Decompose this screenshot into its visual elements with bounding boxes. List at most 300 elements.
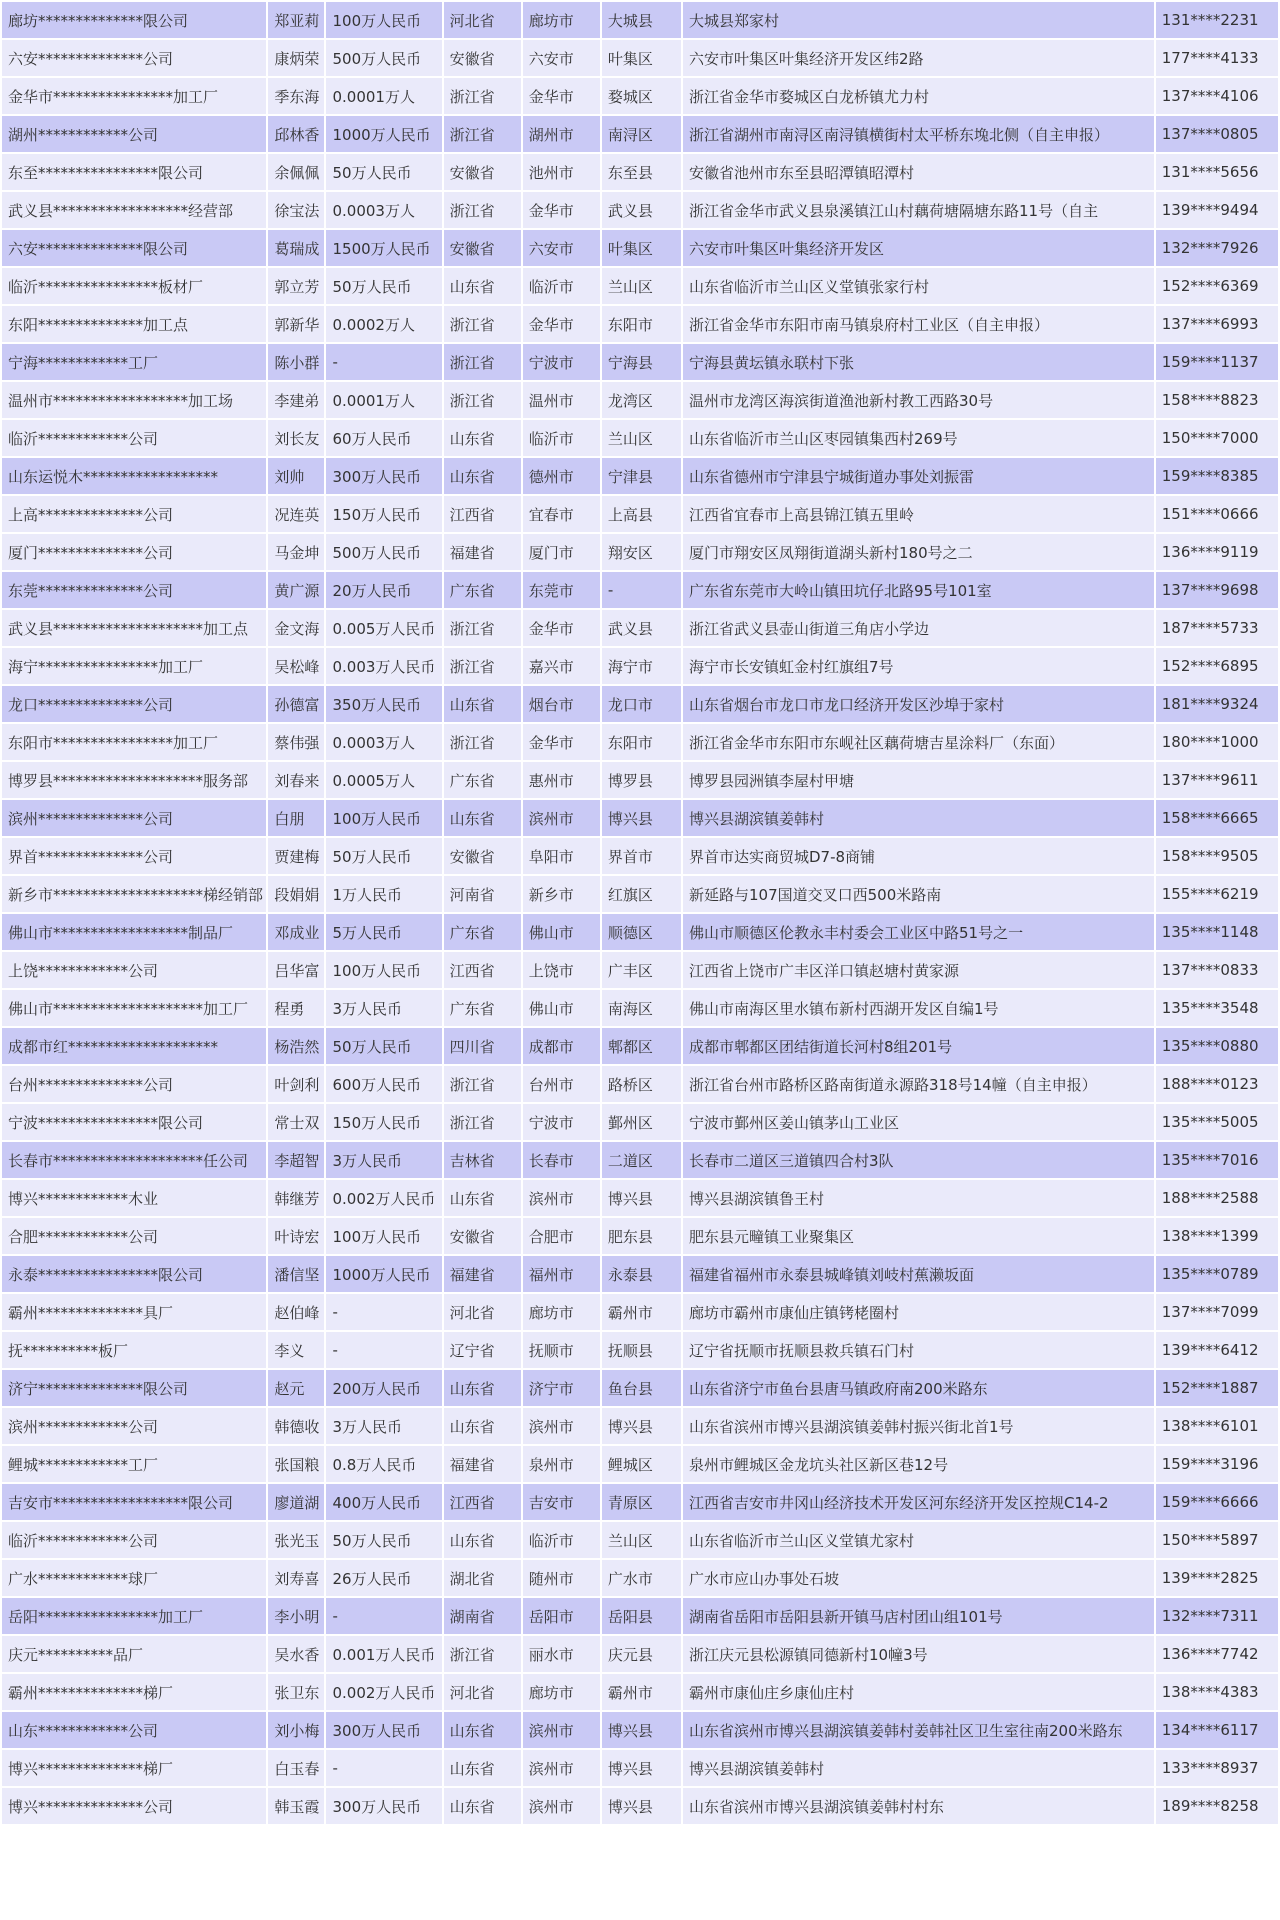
legal-person-cell: 潘信坚 bbox=[268, 1256, 324, 1292]
company-name-cell: 合肥************公司 bbox=[2, 1218, 266, 1254]
table-row bbox=[2, 800, 1278, 836]
district-cell: 红旗区 bbox=[602, 876, 681, 912]
city-cell: 六安市 bbox=[523, 40, 600, 76]
legal-person-cell: 贾建梅 bbox=[268, 838, 324, 874]
address-cell: 广东省东莞市大岭山镇田坑仔北路95号101室 bbox=[683, 572, 1154, 608]
phone-cell: 181****9324 bbox=[1156, 686, 1278, 722]
province-cell: 山东省 bbox=[444, 268, 521, 304]
table-row bbox=[2, 762, 1278, 798]
province-cell: 四川省 bbox=[444, 1028, 521, 1064]
city-cell: 济宁市 bbox=[523, 1370, 600, 1406]
registered-capital-cell: 0.0003万人 bbox=[326, 724, 441, 760]
company-name-cell: 厦门**************公司 bbox=[2, 534, 266, 570]
province-cell: 山东省 bbox=[444, 1788, 521, 1824]
phone-cell: 135****1148 bbox=[1156, 914, 1278, 950]
company-name-cell: 滨州**************公司 bbox=[2, 800, 266, 836]
registered-capital-cell: 3万人民币 bbox=[326, 990, 441, 1026]
registered-capital-cell: 1000万人民币 bbox=[326, 116, 441, 152]
legal-person-cell: 廖道湖 bbox=[268, 1484, 324, 1520]
table-row bbox=[2, 1750, 1278, 1786]
phone-cell: 159****6666 bbox=[1156, 1484, 1278, 1520]
legal-person-cell: 李超智 bbox=[268, 1142, 324, 1178]
province-cell: 吉林省 bbox=[444, 1142, 521, 1178]
registered-capital-cell: 0.003万人民币 bbox=[326, 648, 441, 684]
company-name-cell: 山东************公司 bbox=[2, 1712, 266, 1748]
company-name-cell: 临沂************公司 bbox=[2, 1522, 266, 1558]
table-row bbox=[2, 78, 1278, 114]
district-cell: 兰山区 bbox=[602, 420, 681, 456]
address-cell: 博罗县园洲镇李屋村甲塘 bbox=[683, 762, 1154, 798]
legal-person-cell: 邱林香 bbox=[268, 116, 324, 152]
phone-cell: 137****0805 bbox=[1156, 116, 1278, 152]
company-name-cell: 台州**************公司 bbox=[2, 1066, 266, 1102]
district-cell: 南浔区 bbox=[602, 116, 681, 152]
district-cell: 武义县 bbox=[602, 610, 681, 646]
city-cell: 德州市 bbox=[523, 458, 600, 494]
district-cell: 叶集区 bbox=[602, 230, 681, 266]
legal-person-cell: 赵元 bbox=[268, 1370, 324, 1406]
province-cell: 山东省 bbox=[444, 1370, 521, 1406]
legal-person-cell: 徐宝法 bbox=[268, 192, 324, 228]
registered-capital-cell: 1500万人民币 bbox=[326, 230, 441, 266]
phone-cell: 135****7016 bbox=[1156, 1142, 1278, 1178]
registered-capital-cell: - bbox=[326, 1598, 441, 1634]
legal-person-cell: 孙德富 bbox=[268, 686, 324, 722]
address-cell: 宁波市鄞州区姜山镇茅山工业区 bbox=[683, 1104, 1154, 1140]
district-cell: 东阳市 bbox=[602, 724, 681, 760]
registered-capital-cell: - bbox=[326, 344, 441, 380]
table-row bbox=[2, 572, 1278, 608]
phone-cell: 138****4383 bbox=[1156, 1674, 1278, 1710]
address-cell: 廊坊市霸州市康仙庄镇铐栳圈村 bbox=[683, 1294, 1154, 1330]
company-name-cell: 博兴************木业 bbox=[2, 1180, 266, 1216]
city-cell: 惠州市 bbox=[523, 762, 600, 798]
phone-cell: 134****6117 bbox=[1156, 1712, 1278, 1748]
company-name-cell: 永泰****************限公司 bbox=[2, 1256, 266, 1292]
registered-capital-cell: 100万人民币 bbox=[326, 800, 441, 836]
district-cell: 上高县 bbox=[602, 496, 681, 532]
legal-person-cell: 张卫东 bbox=[268, 1674, 324, 1710]
table-row bbox=[2, 1408, 1278, 1444]
company-name-cell: 广水************球厂 bbox=[2, 1560, 266, 1596]
phone-cell: 189****8258 bbox=[1156, 1788, 1278, 1824]
phone-cell: 158****9505 bbox=[1156, 838, 1278, 874]
phone-cell: 135****3548 bbox=[1156, 990, 1278, 1026]
city-cell: 新乡市 bbox=[523, 876, 600, 912]
district-cell: 博兴县 bbox=[602, 1750, 681, 1786]
table-row bbox=[2, 914, 1278, 950]
legal-person-cell: 蔡伟强 bbox=[268, 724, 324, 760]
legal-person-cell: 常士双 bbox=[268, 1104, 324, 1140]
registered-capital-cell: 0.002万人民币 bbox=[326, 1180, 441, 1216]
address-cell: 山东省烟台市龙口市龙口经济开发区沙埠于家村 bbox=[683, 686, 1154, 722]
company-name-cell: 东至****************限公司 bbox=[2, 154, 266, 190]
district-cell: 龙湾区 bbox=[602, 382, 681, 418]
city-cell: 东莞市 bbox=[523, 572, 600, 608]
address-cell: 山东省滨州市博兴县湖滨镇姜韩村振兴街北首1号 bbox=[683, 1408, 1154, 1444]
table-row bbox=[2, 2, 1278, 38]
legal-person-cell: 段娟娟 bbox=[268, 876, 324, 912]
phone-cell: 188****2588 bbox=[1156, 1180, 1278, 1216]
address-cell: 山东省滨州市博兴县湖滨镇姜韩村村东 bbox=[683, 1788, 1154, 1824]
registered-capital-cell: 50万人民币 bbox=[326, 1028, 441, 1064]
table-row bbox=[2, 496, 1278, 532]
district-cell: 抚顺县 bbox=[602, 1332, 681, 1368]
table-row bbox=[2, 1522, 1278, 1558]
legal-person-cell: 白朋 bbox=[268, 800, 324, 836]
address-cell: 界首市达实商贸城D7-8商铺 bbox=[683, 838, 1154, 874]
address-cell: 福建省福州市永泰县城峰镇刘岐村蕉濑坂面 bbox=[683, 1256, 1154, 1292]
city-cell: 滨州市 bbox=[523, 1408, 600, 1444]
province-cell: 河北省 bbox=[444, 2, 521, 38]
legal-person-cell: 李义 bbox=[268, 1332, 324, 1368]
phone-cell: 135****0789 bbox=[1156, 1256, 1278, 1292]
province-cell: 山东省 bbox=[444, 458, 521, 494]
city-cell: 丽水市 bbox=[523, 1636, 600, 1672]
city-cell: 湖州市 bbox=[523, 116, 600, 152]
address-cell: 山东省滨州市博兴县湖滨镇姜韩村姜韩社区卫生室往南200米路东 bbox=[683, 1712, 1154, 1748]
legal-person-cell: 叶诗宏 bbox=[268, 1218, 324, 1254]
address-cell: 浙江庆元县松源镇同德新村10幢3号 bbox=[683, 1636, 1154, 1672]
company-name-cell: 武义县********************加工点 bbox=[2, 610, 266, 646]
company-name-cell: 博兴**************公司 bbox=[2, 1788, 266, 1824]
city-cell: 长春市 bbox=[523, 1142, 600, 1178]
city-cell: 烟台市 bbox=[523, 686, 600, 722]
registered-capital-cell: 100万人民币 bbox=[326, 1218, 441, 1254]
phone-cell: 137****7099 bbox=[1156, 1294, 1278, 1330]
province-cell: 山东省 bbox=[444, 1408, 521, 1444]
table-row bbox=[2, 420, 1278, 456]
address-cell: 湖南省岳阳市岳阳县新开镇马店村团山组101号 bbox=[683, 1598, 1154, 1634]
city-cell: 宜春市 bbox=[523, 496, 600, 532]
address-cell: 霸州市康仙庄乡康仙庄村 bbox=[683, 1674, 1154, 1710]
company-name-cell: 东阳**************加工点 bbox=[2, 306, 266, 342]
registered-capital-cell: 20万人民币 bbox=[326, 572, 441, 608]
phone-cell: 132****7926 bbox=[1156, 230, 1278, 266]
registered-capital-cell: 600万人民币 bbox=[326, 1066, 441, 1102]
district-cell: 博兴县 bbox=[602, 1788, 681, 1824]
legal-person-cell: 金文海 bbox=[268, 610, 324, 646]
phone-cell: 152****6895 bbox=[1156, 648, 1278, 684]
city-cell: 厦门市 bbox=[523, 534, 600, 570]
address-cell: 厦门市翔安区凤翔街道湖头新村180号之二 bbox=[683, 534, 1154, 570]
table-row bbox=[2, 1180, 1278, 1216]
city-cell: 廊坊市 bbox=[523, 2, 600, 38]
district-cell: 南海区 bbox=[602, 990, 681, 1026]
legal-person-cell: 郑亚莉 bbox=[268, 2, 324, 38]
address-cell: 山东省临沂市兰山区义堂镇张家行村 bbox=[683, 268, 1154, 304]
phone-cell: 132****7311 bbox=[1156, 1598, 1278, 1634]
table-row bbox=[2, 952, 1278, 988]
province-cell: 广东省 bbox=[444, 572, 521, 608]
table-row bbox=[2, 1142, 1278, 1178]
province-cell: 广东省 bbox=[444, 914, 521, 950]
district-cell: 海宁市 bbox=[602, 648, 681, 684]
table-row bbox=[2, 1636, 1278, 1672]
district-cell: 广丰区 bbox=[602, 952, 681, 988]
registered-capital-cell: 100万人民币 bbox=[326, 2, 441, 38]
phone-cell: 159****8385 bbox=[1156, 458, 1278, 494]
province-cell: 安徽省 bbox=[444, 40, 521, 76]
province-cell: 山东省 bbox=[444, 1750, 521, 1786]
phone-cell: 139****2825 bbox=[1156, 1560, 1278, 1596]
table-row bbox=[2, 40, 1278, 76]
table-row bbox=[2, 1104, 1278, 1140]
table-row bbox=[2, 724, 1278, 760]
address-cell: 浙江省金华市东阳市南马镇泉府村工业区（自主申报） bbox=[683, 306, 1154, 342]
province-cell: 浙江省 bbox=[444, 1066, 521, 1102]
address-cell: 海宁市长安镇虹金村红旗组7号 bbox=[683, 648, 1154, 684]
province-cell: 福建省 bbox=[444, 1256, 521, 1292]
company-name-cell: 临沂************公司 bbox=[2, 420, 266, 456]
company-name-cell: 吉安市******************限公司 bbox=[2, 1484, 266, 1520]
legal-person-cell: 陈小群 bbox=[268, 344, 324, 380]
city-cell: 临沂市 bbox=[523, 268, 600, 304]
city-cell: 泉州市 bbox=[523, 1446, 600, 1482]
company-name-cell: 鲤城************工厂 bbox=[2, 1446, 266, 1482]
company-name-cell: 宁海************工厂 bbox=[2, 344, 266, 380]
phone-cell: 133****8937 bbox=[1156, 1750, 1278, 1786]
province-cell: 安徽省 bbox=[444, 1218, 521, 1254]
district-cell: 博兴县 bbox=[602, 800, 681, 836]
province-cell: 江西省 bbox=[444, 496, 521, 532]
company-name-cell: 上高**************公司 bbox=[2, 496, 266, 532]
address-cell: 长春市二道区三道镇四合村3队 bbox=[683, 1142, 1154, 1178]
company-name-cell: 金华市****************加工厂 bbox=[2, 78, 266, 114]
address-cell: 江西省宜春市上高县锦江镇五里岭 bbox=[683, 496, 1154, 532]
province-cell: 广东省 bbox=[444, 990, 521, 1026]
company-name-cell: 博兴**************梯厂 bbox=[2, 1750, 266, 1786]
phone-cell: 137****4106 bbox=[1156, 78, 1278, 114]
company-name-cell: 长春市********************任公司 bbox=[2, 1142, 266, 1178]
legal-person-cell: 叶剑利 bbox=[268, 1066, 324, 1102]
phone-cell: 180****1000 bbox=[1156, 724, 1278, 760]
address-cell: 浙江省金华市婺城区白龙桥镇尤力村 bbox=[683, 78, 1154, 114]
district-cell: 大城县 bbox=[602, 2, 681, 38]
legal-person-cell: 余佩佩 bbox=[268, 154, 324, 190]
table-row bbox=[2, 1294, 1278, 1330]
legal-person-cell: 李建弟 bbox=[268, 382, 324, 418]
province-cell: 江西省 bbox=[444, 952, 521, 988]
registered-capital-cell: 26万人民币 bbox=[326, 1560, 441, 1596]
province-cell: 安徽省 bbox=[444, 230, 521, 266]
province-cell: 江西省 bbox=[444, 1484, 521, 1520]
province-cell: 河北省 bbox=[444, 1294, 521, 1330]
city-cell: 温州市 bbox=[523, 382, 600, 418]
address-cell: 山东省临沂市兰山区枣园镇集西村269号 bbox=[683, 420, 1154, 456]
city-cell: 岳阳市 bbox=[523, 1598, 600, 1634]
company-name-cell: 东阳市****************加工厂 bbox=[2, 724, 266, 760]
province-cell: 湖南省 bbox=[444, 1598, 521, 1634]
city-cell: 宁波市 bbox=[523, 344, 600, 380]
province-cell: 浙江省 bbox=[444, 306, 521, 342]
table-row bbox=[2, 1332, 1278, 1368]
city-cell: 滨州市 bbox=[523, 1750, 600, 1786]
city-cell: 嘉兴市 bbox=[523, 648, 600, 684]
city-cell: 廊坊市 bbox=[523, 1674, 600, 1710]
table-row bbox=[2, 1788, 1278, 1824]
company-name-cell: 界首**************公司 bbox=[2, 838, 266, 874]
legal-person-cell: 白玉春 bbox=[268, 1750, 324, 1786]
city-cell: 池州市 bbox=[523, 154, 600, 190]
legal-person-cell: 李小明 bbox=[268, 1598, 324, 1634]
district-cell: 顺德区 bbox=[602, 914, 681, 950]
registered-capital-cell: - bbox=[326, 1294, 441, 1330]
registered-capital-cell: 0.0001万人 bbox=[326, 382, 441, 418]
province-cell: 山东省 bbox=[444, 420, 521, 456]
legal-person-cell: 吴水香 bbox=[268, 1636, 324, 1672]
district-cell: 界首市 bbox=[602, 838, 681, 874]
province-cell: 浙江省 bbox=[444, 724, 521, 760]
district-cell: 博罗县 bbox=[602, 762, 681, 798]
registered-capital-cell: 3万人民币 bbox=[326, 1142, 441, 1178]
city-cell: 滨州市 bbox=[523, 1180, 600, 1216]
legal-person-cell: 刘小梅 bbox=[268, 1712, 324, 1748]
city-cell: 阜阳市 bbox=[523, 838, 600, 874]
address-cell: 博兴县湖滨镇姜韩村 bbox=[683, 800, 1154, 836]
phone-cell: 137****6993 bbox=[1156, 306, 1278, 342]
table-row bbox=[2, 534, 1278, 570]
province-cell: 浙江省 bbox=[444, 192, 521, 228]
province-cell: 山东省 bbox=[444, 1522, 521, 1558]
phone-cell: 137****9698 bbox=[1156, 572, 1278, 608]
address-cell: 新延路与107国道交叉口西500米路南 bbox=[683, 876, 1154, 912]
company-name-cell: 武义县******************经营部 bbox=[2, 192, 266, 228]
registered-capital-cell: 300万人民币 bbox=[326, 458, 441, 494]
district-cell: 霸州市 bbox=[602, 1674, 681, 1710]
legal-person-cell: 况连英 bbox=[268, 496, 324, 532]
company-name-cell: 新乡市********************梯经销部 bbox=[2, 876, 266, 912]
city-cell: 廊坊市 bbox=[523, 1294, 600, 1330]
city-cell: 吉安市 bbox=[523, 1484, 600, 1520]
table-row bbox=[2, 1066, 1278, 1102]
province-cell: 浙江省 bbox=[444, 1104, 521, 1140]
phone-cell: 150****5897 bbox=[1156, 1522, 1278, 1558]
table-row bbox=[2, 1712, 1278, 1748]
city-cell: 成都市 bbox=[523, 1028, 600, 1064]
district-cell: 婺城区 bbox=[602, 78, 681, 114]
district-cell: - bbox=[602, 572, 681, 608]
address-cell: 山东省德州市宁津县宁城街道办事处刘振雷 bbox=[683, 458, 1154, 494]
legal-person-cell: 赵伯峰 bbox=[268, 1294, 324, 1330]
city-cell: 六安市 bbox=[523, 230, 600, 266]
city-cell: 佛山市 bbox=[523, 990, 600, 1026]
phone-cell: 152****6369 bbox=[1156, 268, 1278, 304]
registered-capital-cell: 50万人民币 bbox=[326, 838, 441, 874]
city-cell: 随州市 bbox=[523, 1560, 600, 1596]
phone-cell: 131****2231 bbox=[1156, 2, 1278, 38]
district-cell: 永泰县 bbox=[602, 1256, 681, 1292]
address-cell: 六安市叶集区叶集经济开发区 bbox=[683, 230, 1154, 266]
table-row bbox=[2, 990, 1278, 1026]
table-row bbox=[2, 1560, 1278, 1596]
legal-person-cell: 刘帅 bbox=[268, 458, 324, 494]
district-cell: 鱼台县 bbox=[602, 1370, 681, 1406]
district-cell: 郫都区 bbox=[602, 1028, 681, 1064]
district-cell: 兰山区 bbox=[602, 268, 681, 304]
city-cell: 金华市 bbox=[523, 306, 600, 342]
province-cell: 福建省 bbox=[444, 1446, 521, 1482]
address-cell: 浙江省湖州市南浔区南浔镇横街村太平桥东堍北侧（自主申报） bbox=[683, 116, 1154, 152]
address-cell: 浙江省金华市武义县泉溪镇江山村藕荷塘隔塘东路11号（自主 bbox=[683, 192, 1154, 228]
registered-capital-cell: 0.001万人民币 bbox=[326, 1636, 441, 1672]
district-cell: 霸州市 bbox=[602, 1294, 681, 1330]
address-cell: 浙江省金华市东阳市东岘社区藕荷塘吉星涂料厂（东面） bbox=[683, 724, 1154, 760]
address-cell: 肥东县元疃镇工业聚集区 bbox=[683, 1218, 1154, 1254]
phone-cell: 139****9494 bbox=[1156, 192, 1278, 228]
legal-person-cell: 刘长友 bbox=[268, 420, 324, 456]
district-cell: 叶集区 bbox=[602, 40, 681, 76]
province-cell: 浙江省 bbox=[444, 116, 521, 152]
registered-capital-cell: 3万人民币 bbox=[326, 1408, 441, 1444]
phone-cell: 158****8823 bbox=[1156, 382, 1278, 418]
district-cell: 鄞州区 bbox=[602, 1104, 681, 1140]
district-cell: 路桥区 bbox=[602, 1066, 681, 1102]
table-row bbox=[2, 344, 1278, 380]
registered-capital-cell: 50万人民币 bbox=[326, 154, 441, 190]
table-row bbox=[2, 154, 1278, 190]
legal-person-cell: 葛瑞成 bbox=[268, 230, 324, 266]
registered-capital-cell: 50万人民币 bbox=[326, 1522, 441, 1558]
legal-person-cell: 吕华富 bbox=[268, 952, 324, 988]
district-cell: 宁津县 bbox=[602, 458, 681, 494]
table-row bbox=[2, 1370, 1278, 1406]
legal-person-cell: 季东海 bbox=[268, 78, 324, 114]
registered-capital-cell: 500万人民币 bbox=[326, 534, 441, 570]
district-cell: 博兴县 bbox=[602, 1180, 681, 1216]
registered-capital-cell: 0.002万人民币 bbox=[326, 1674, 441, 1710]
table-body bbox=[2, 2, 1278, 1824]
city-cell: 金华市 bbox=[523, 610, 600, 646]
registered-capital-cell: 0.0001万人 bbox=[326, 78, 441, 114]
city-cell: 宁波市 bbox=[523, 1104, 600, 1140]
province-cell: 福建省 bbox=[444, 534, 521, 570]
company-name-cell: 济宁**************限公司 bbox=[2, 1370, 266, 1406]
company-name-cell: 博罗县********************服务部 bbox=[2, 762, 266, 798]
district-cell: 博兴县 bbox=[602, 1408, 681, 1444]
district-cell: 龙口市 bbox=[602, 686, 681, 722]
phone-cell: 137****0833 bbox=[1156, 952, 1278, 988]
table-row bbox=[2, 1674, 1278, 1710]
legal-person-cell: 郭新华 bbox=[268, 306, 324, 342]
city-cell: 金华市 bbox=[523, 192, 600, 228]
province-cell: 浙江省 bbox=[444, 344, 521, 380]
province-cell: 山东省 bbox=[444, 800, 521, 836]
province-cell: 河南省 bbox=[444, 876, 521, 912]
registered-capital-cell: 150万人民币 bbox=[326, 496, 441, 532]
province-cell: 山东省 bbox=[444, 1712, 521, 1748]
address-cell: 佛山市顺德区伦教永丰村委会工业区中路51号之一 bbox=[683, 914, 1154, 950]
registered-capital-cell: 0.8万人民币 bbox=[326, 1446, 441, 1482]
province-cell: 浙江省 bbox=[444, 610, 521, 646]
legal-person-cell: 郭立芳 bbox=[268, 268, 324, 304]
registered-capital-cell: 60万人民币 bbox=[326, 420, 441, 456]
company-name-cell: 佛山市********************加工厂 bbox=[2, 990, 266, 1026]
province-cell: 广东省 bbox=[444, 762, 521, 798]
city-cell: 台州市 bbox=[523, 1066, 600, 1102]
address-cell: 温州市龙湾区海滨街道渔池新村教工西路30号 bbox=[683, 382, 1154, 418]
company-name-cell: 临沂****************板材厂 bbox=[2, 268, 266, 304]
registered-capital-cell: 0.0005万人 bbox=[326, 762, 441, 798]
registered-capital-cell: 50万人民币 bbox=[326, 268, 441, 304]
table-row bbox=[2, 382, 1278, 418]
province-cell: 湖北省 bbox=[444, 1560, 521, 1596]
province-cell: 山东省 bbox=[444, 1180, 521, 1216]
legal-person-cell: 黄广源 bbox=[268, 572, 324, 608]
district-cell: 博兴县 bbox=[602, 1712, 681, 1748]
district-cell: 武义县 bbox=[602, 192, 681, 228]
registered-capital-cell: 0.0002万人 bbox=[326, 306, 441, 342]
